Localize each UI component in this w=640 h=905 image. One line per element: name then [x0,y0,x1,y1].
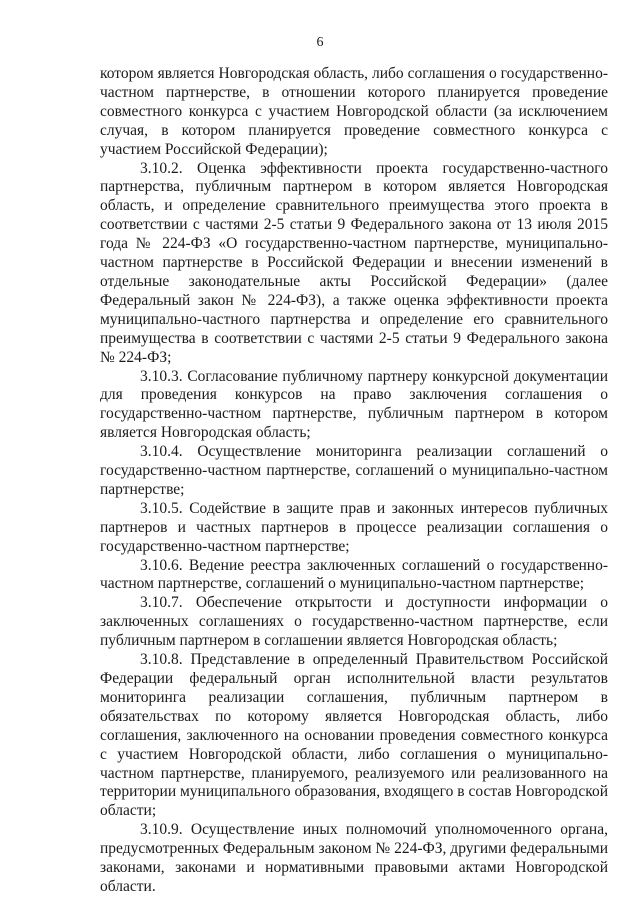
paragraph-3-10-8: 3.10.8. Представление в определенный Правительством Российской Федерации федеральный орган исполнительной власти результатов мониторинга реализации соглашения, публичным партнером в обязательствах по которому является Новгородская область, либо соглашения, заключенного на основании проведения совместного конкурса с участием Новгородской области, либо соглашения о муниципально-частном партнерстве, планируемого, реализуемого или реализованного на территории муниципального образования, входящего в состав Новгородской области; [100,651,608,820]
paragraph-3-10-3: 3.10.3. Согласование публичному партнеру конкурсной документации для проведения конкурсов на право заключения соглашения о государственно-частном партнерстве, публичным партнером в котором является Новгородская область; [100,367,608,442]
paragraph-3-10-6: 3.10.6. Ведение реестра заключенных соглашений о государственно-частном партнерстве, соглашений о муниципально-частном партнерстве; [100,556,608,593]
paragraph-3-10-7: 3.10.7. Обеспечение открытости и доступности информации о заключенных соглашениях о государственно-частном партнерстве, если публичным партнером в соглашении является Новгородская область; [100,594,608,650]
paragraph-3-10-2: 3.10.2. Оценка эффективности проекта государственно-частного партнерства, публичным партнером в котором является Новгородская область, и определение сравнительного преимущества этого проекта в соответствии с частями 2-5 статьи 9 Федерального закона от 13 июля 2015 года № 224-ФЗ «О государственно-частном партнерстве, муниципально-частном партнерстве в Российской Федерации и внесении изменений в отдельные законодательные акты Российской Федерации» (далее Федеральный закон № 224-ФЗ), а также оценка эффективности проекта муниципально-частного партнерства и определение его сравнительного преимущества в соответствии с частями 2-5 статьи 9 Федерального закона № 224-ФЗ; [100,159,608,366]
page-number: 6 [316,35,324,50]
paragraph-3-10-5: 3.10.5. Содействие в защите прав и законных интересов публичных партнеров и частных партнеров в процессе реализации соглашения о государственно-частном партнерстве; [100,499,608,555]
paragraph-continuation: котором является Новгородская область, либо соглашения о государственно-частном партнерстве, в отношении которого планируется проведение совместного конкурса с участием Новгородской области (за исключением случая, в котором планируется проведение совместного конкурса с участием Российской Федерации); [100,65,608,158]
paragraph-3-10-4: 3.10.4. Осуществление мониторинга реализации соглашений о государственно-частном партнерстве, соглашений о муниципально-частном партнерстве; [100,443,608,498]
paragraph-3-10-9: 3.10.9. Осуществление иных полномочий уполномоченного органа, предусмотренных Федеральным законом № 224-ФЗ, другими федеральными законами, законами и нормативными правовыми актами Новгородской области. [100,821,608,895]
document-body [100,65,608,897]
